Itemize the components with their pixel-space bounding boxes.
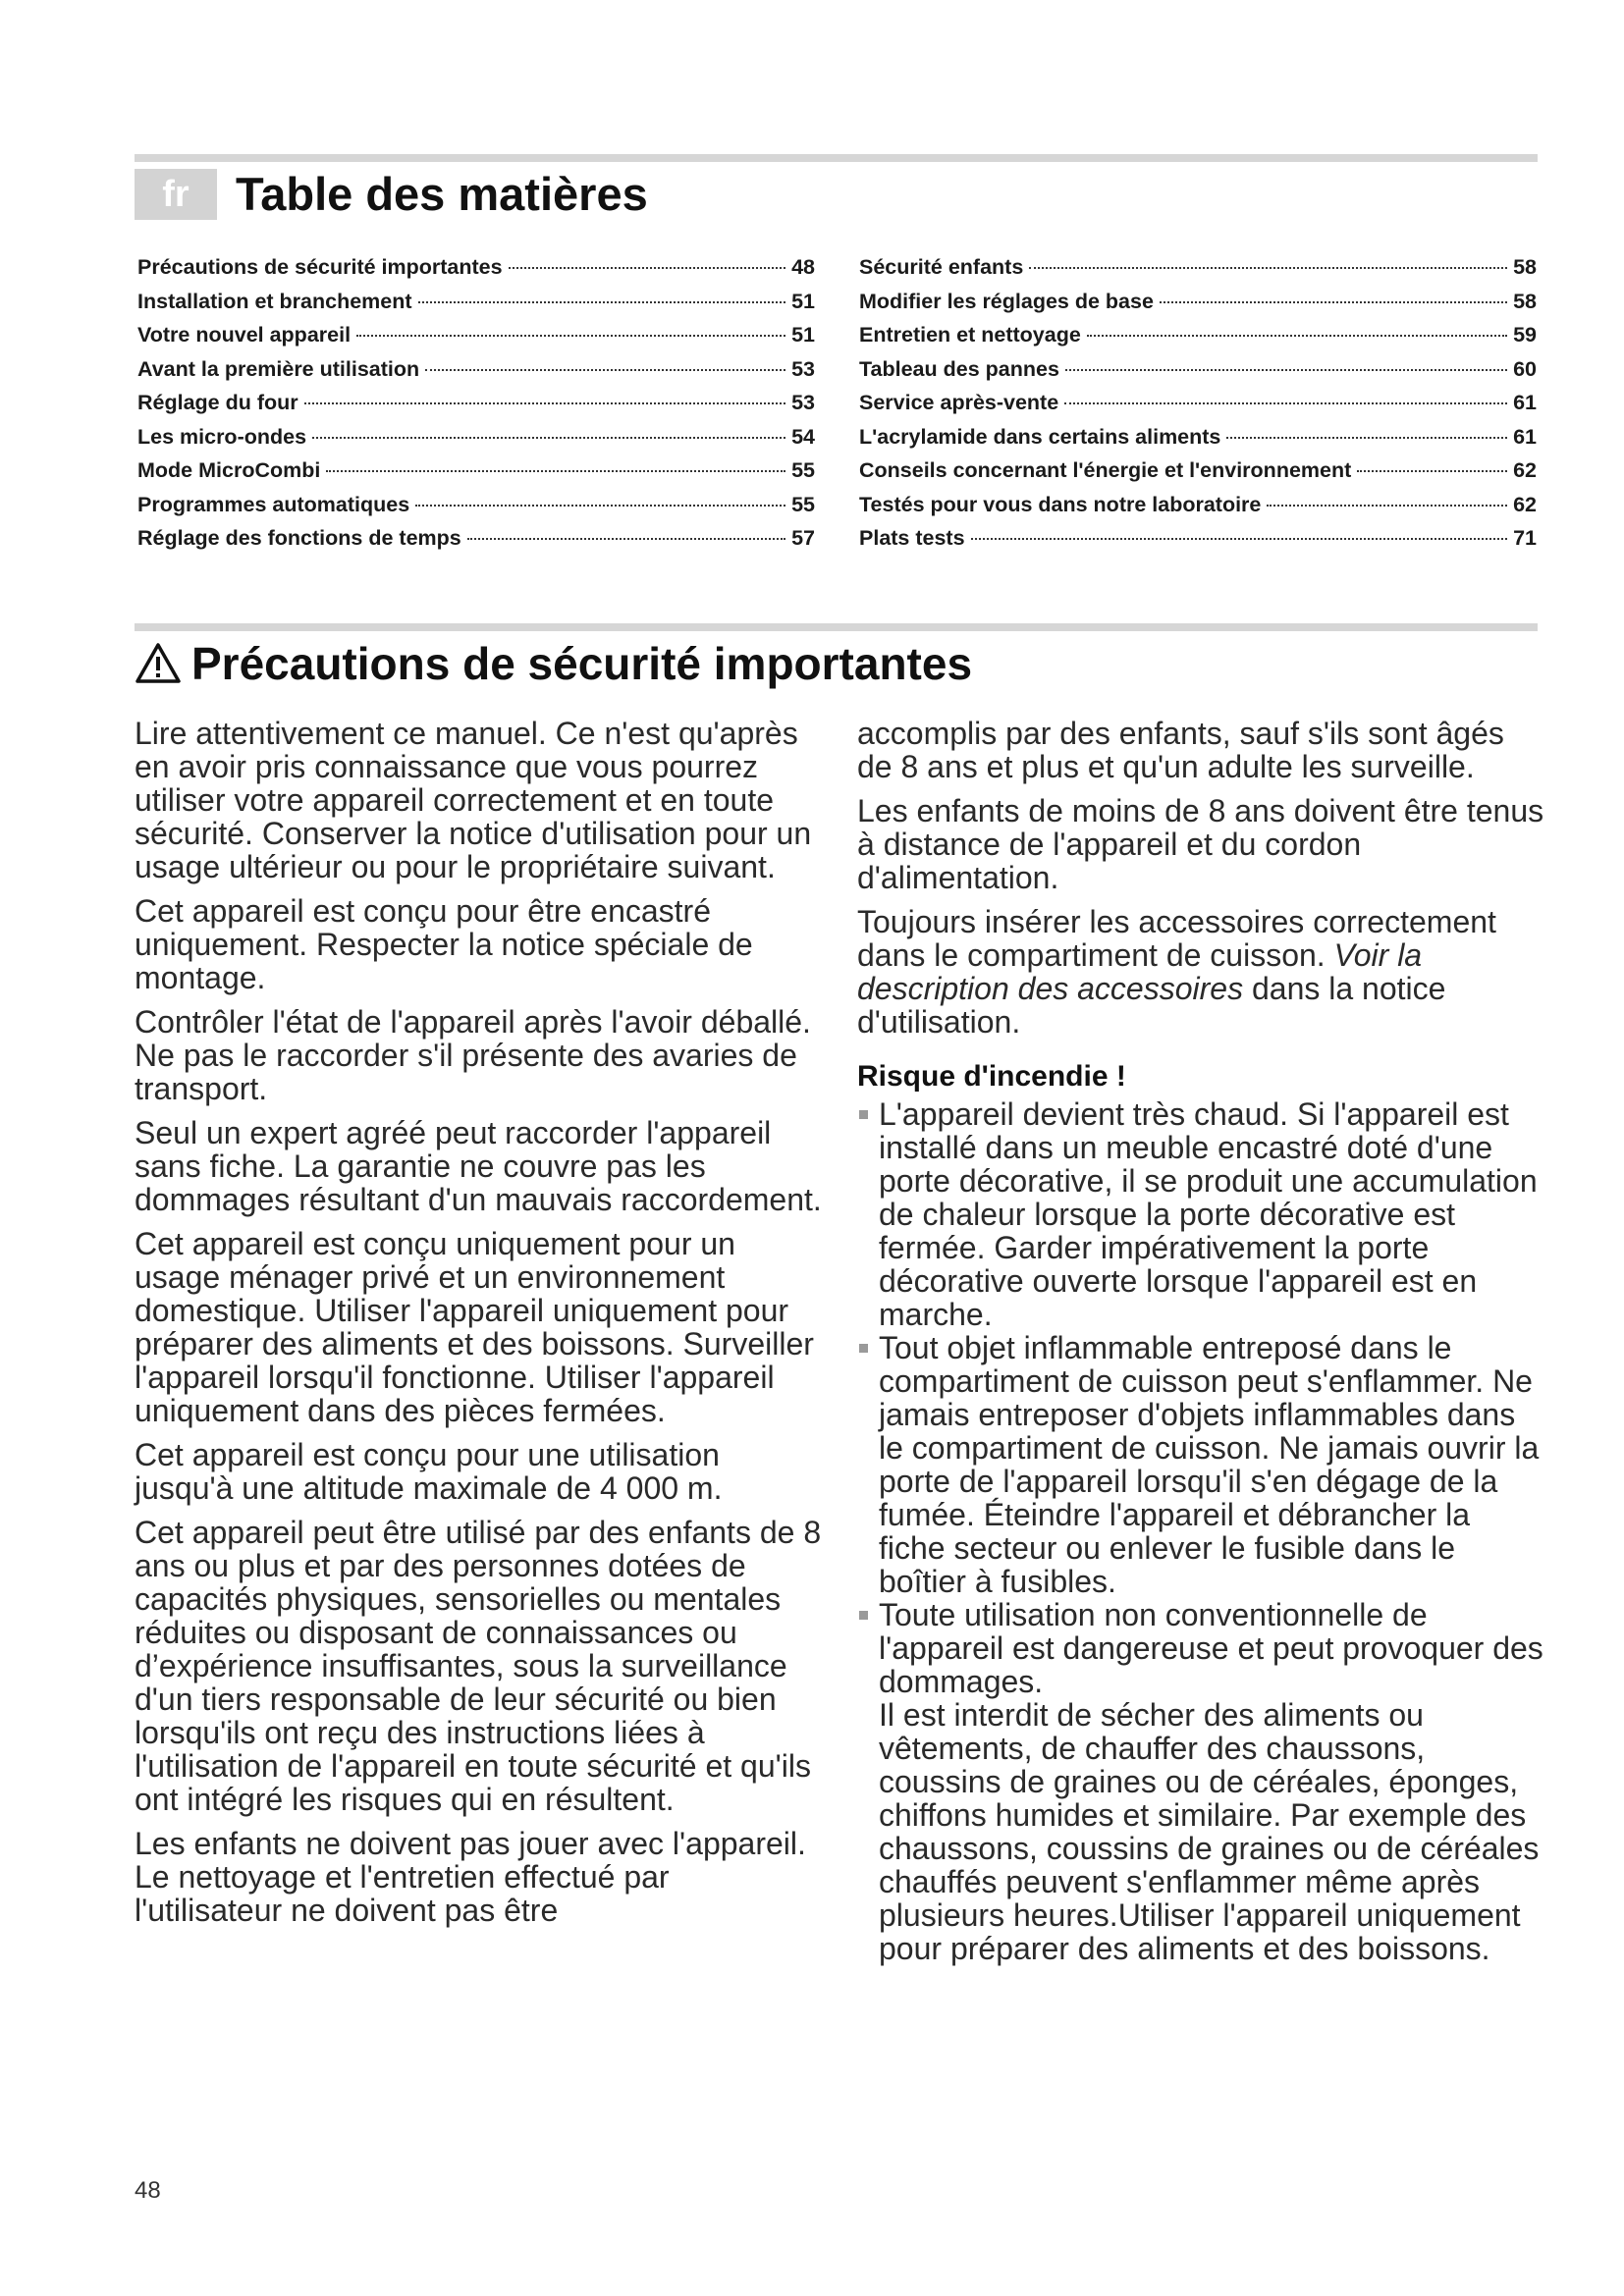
toc-leader bbox=[418, 301, 786, 303]
toc-leader bbox=[971, 538, 1508, 540]
section-title-text: Précautions de sécurité importantes bbox=[191, 638, 973, 689]
toc-entry-title: Modifier les réglages de base bbox=[859, 289, 1154, 313]
toc-entry[interactable] bbox=[137, 526, 815, 561]
toc-entry[interactable] bbox=[137, 255, 815, 290]
toc-entry-page: 55 bbox=[791, 492, 815, 516]
toc-entry-title: Plats tests bbox=[859, 526, 965, 550]
toc-entry-title: Votre nouvel appareil bbox=[137, 323, 352, 347]
paragraph: Cet appareil peut être utilisé par des enfants de 8 ans ou plus et par des personnes dotées de capacités physiques, sensorielles ou mentales réduites ou disposant de connaissances ou d’expérience insuffisantes, sous la surveillance d'un tiers responsable de leur sécurité ou bien lorsqu'ils ont reçu des instructions liées à l'utilisation de l'appareil en toute sécurité et qu'ils ont intégré les risques qui en résultent. bbox=[135, 1515, 822, 1817]
paragraph: Lire attentivement ce manuel. Ce n'est qu'après en avoir pris connaissance que vous pourrez utiliser votre appareil correctement et en toute sécurité. Conserver la notice d'utilisation pour un usage ultérieur ou pour le propriétaire suivant. bbox=[135, 716, 812, 884]
list-item-text: Tout objet inflammable entreposé dans le compartiment de cuisson peut s'enflammer. Ne jamais entreposer d'objets inflammables dans le compartiment de cuisson. Ne jamais ouvrir la porte de l'appareil lorsqu'il s'en dégage de la fumée. Éteindre l'appareil et débrancher la fiche secteur ou enlever le fusible dans le boîtier à fusibles. bbox=[879, 1330, 1540, 1599]
toc-leader bbox=[1160, 301, 1507, 303]
list-item-text: L'appareil devient très chaud. Si l'appareil est installé dans un meuble encastré doté d'une porte décorative, il se produit une accumulation de chaleur lorsque la porte décorative est fermée. Garder impérativement la porte décorative ouverte lorsque l'appareil est en marche. bbox=[879, 1096, 1538, 1332]
list-item bbox=[857, 1097, 1544, 1331]
paragraph: Contrôler l'état de l'appareil après l'avoir déballé. Ne pas le raccorder s'il présente des avaries de transport. bbox=[135, 1004, 811, 1106]
bullet-icon bbox=[859, 1344, 868, 1353]
toc-entry[interactable] bbox=[137, 458, 815, 493]
toc-entry-page: 62 bbox=[1513, 458, 1537, 482]
paragraph: accomplis par des enfants, sauf s'ils sont âgés de 8 ans et plus et qu'un adulte les surveille. bbox=[857, 716, 1504, 784]
toc-entry[interactable] bbox=[859, 458, 1537, 493]
toc-entry-title: Tableau des pannes bbox=[859, 356, 1059, 381]
list-item bbox=[857, 1331, 1544, 1598]
toc-leader bbox=[304, 402, 785, 404]
list-item-text: Toute utilisation non conventionnelle de l'appareil est dangereuse et peut provoquer des dommages. bbox=[879, 1597, 1543, 1699]
toc-entry-page: 71 bbox=[1513, 526, 1537, 550]
toc-entry-page: 53 bbox=[791, 356, 815, 381]
toc-leader bbox=[312, 437, 785, 439]
toc-entry[interactable] bbox=[859, 255, 1537, 290]
fire-risk-list bbox=[857, 1097, 1544, 1965]
bullet-icon bbox=[859, 1110, 868, 1119]
toc-leader bbox=[326, 470, 785, 472]
toc-entry[interactable] bbox=[137, 323, 815, 357]
toc-leader bbox=[1029, 267, 1507, 269]
toc-entry[interactable] bbox=[137, 391, 815, 425]
toc-entry-page: 59 bbox=[1513, 323, 1537, 347]
toc-entry-title: Les micro-ondes bbox=[137, 424, 307, 449]
toc-entry-page: 55 bbox=[791, 458, 815, 482]
toc-entry-title: Mode MicroCombi bbox=[137, 458, 321, 482]
toc-entry[interactable] bbox=[859, 323, 1537, 357]
toc-entry[interactable] bbox=[859, 290, 1537, 324]
paragraph: Cet appareil est conçu uniquement pour un usage ménager privé et un environnement domestique. Utiliser l'appareil uniquement pour préparer des aliments et des boissons. Surveiller l'appareil lorsqu'il fonctionne. Utiliser l'appareil uniquement dans des pièces fermées. bbox=[135, 1226, 814, 1428]
italic-reference: Voir la description des accessoires bbox=[857, 937, 1423, 1006]
toc-entry-page: 61 bbox=[1513, 391, 1537, 414]
toc-entry-page: 51 bbox=[791, 323, 815, 347]
toc-entry[interactable] bbox=[137, 357, 815, 392]
toc-entry-title: Programmes automatiques bbox=[137, 492, 410, 516]
paragraph: Seul un expert agréé peut raccorder l'appareil sans fiche. La garantie ne couvre pas les dommages résultant d'un mauvais raccordement. bbox=[135, 1115, 822, 1217]
warning-triangle-icon bbox=[135, 642, 182, 685]
toc-entry-title: Précautions de sécurité importantes bbox=[137, 255, 503, 279]
toc-entry-title: L'acrylamide dans certains aliments bbox=[859, 424, 1221, 449]
toc-entry-title: Entretien et nettoyage bbox=[859, 323, 1081, 347]
toc-leader bbox=[415, 505, 785, 507]
fire-risk-heading: Risque d'incendie ! bbox=[857, 1060, 1126, 1093]
paragraph: Les enfants de moins de 8 ans doivent être tenus à distance de l'appareil et du cordon d'alimentation. bbox=[857, 793, 1544, 895]
toc-entry-page: 58 bbox=[1513, 289, 1537, 313]
toc-entry[interactable] bbox=[137, 425, 815, 459]
toc-entry-page: 60 bbox=[1513, 356, 1537, 381]
toc-right-column bbox=[859, 255, 1537, 561]
toc-leader bbox=[509, 267, 785, 269]
toc-leader bbox=[425, 369, 785, 371]
toc-entry-title: Installation et branchement bbox=[137, 289, 412, 313]
toc-entry[interactable] bbox=[137, 290, 815, 324]
toc-leader bbox=[1357, 470, 1507, 472]
toc-leader bbox=[1267, 505, 1507, 507]
toc-entry-title: Avant la première utilisation bbox=[137, 356, 420, 381]
paragraph-text: dans la notice d'utilisation. bbox=[857, 971, 1446, 1040]
list-item-continuation: Il est interdit de sécher des aliments ou vêtements, de chauffer des chaussons, coussins de graines ou de céréales, éponges, chiffons humides et similaire. Par exemple des chaussons, coussins de graines ou de céréales chauffés peuvent s'enflammer même après plusieurs heures.Utiliser l'appareil uniquement pour préparer des aliments et des boissons. bbox=[879, 1697, 1540, 1966]
toc-entry-page: 57 bbox=[791, 526, 815, 550]
toc-divider bbox=[135, 154, 1538, 162]
toc-entry[interactable] bbox=[859, 526, 1537, 561]
toc-entry[interactable] bbox=[137, 493, 815, 527]
paragraph bbox=[857, 905, 1544, 1039]
toc-left-column bbox=[137, 255, 815, 561]
list-item bbox=[857, 1598, 1544, 1965]
toc-entry[interactable] bbox=[859, 425, 1537, 459]
toc-entry[interactable] bbox=[859, 357, 1537, 392]
page-number: 48 bbox=[135, 2177, 161, 2204]
paragraph: Cet appareil est conçu pour être encastré uniquement. Respecter la notice spéciale de montage. bbox=[135, 893, 753, 995]
safety-left-column bbox=[135, 717, 822, 1938]
toc-entry-page: 51 bbox=[791, 289, 815, 313]
toc-entry-title: Service après-vente bbox=[859, 391, 1059, 414]
toc-entry-page: 61 bbox=[1513, 424, 1537, 449]
section-title bbox=[135, 628, 972, 699]
paragraph-text: Toujours insérer les accessoires correctement dans le compartiment de cuisson. bbox=[857, 904, 1496, 973]
toc-entry-page: 58 bbox=[1513, 255, 1537, 279]
paragraph: Les enfants ne doivent pas jouer avec l'appareil. Le nettoyage et l'entretien effectué par l'utilisateur ne doivent pas être bbox=[135, 1826, 806, 1928]
toc-entry-title: Testés pour vous dans notre laboratoire bbox=[859, 492, 1262, 516]
bullet-icon bbox=[859, 1611, 868, 1620]
toc-entry-title: Réglage des fonctions de temps bbox=[137, 526, 461, 550]
toc-leader bbox=[1087, 335, 1507, 337]
toc-leader bbox=[1226, 437, 1507, 439]
paragraph: Cet appareil est conçu pour une utilisation jusqu'à une altitude maximale de 4 000 m. bbox=[135, 1437, 723, 1506]
toc-leader bbox=[1065, 369, 1507, 371]
toc-entry-title: Réglage du four bbox=[137, 391, 298, 414]
toc-entry[interactable] bbox=[859, 493, 1537, 527]
toc-entry-page: 62 bbox=[1513, 492, 1537, 516]
toc-leader bbox=[356, 335, 785, 337]
toc-entry-page: 54 bbox=[791, 424, 815, 449]
toc-leader bbox=[467, 538, 785, 540]
toc-entry-title: Conseils concernant l'énergie et l'environnement bbox=[859, 458, 1352, 482]
toc-entry-page: 48 bbox=[791, 255, 815, 279]
toc-leader bbox=[1064, 402, 1507, 404]
language-badge: fr bbox=[135, 169, 217, 220]
toc-entry[interactable] bbox=[859, 391, 1537, 425]
safety-right-column bbox=[857, 717, 1544, 1965]
toc-entry-page: 53 bbox=[791, 391, 815, 414]
toc-entry-title: Sécurité enfants bbox=[859, 255, 1024, 279]
toc-title: Table des matières bbox=[236, 168, 648, 220]
